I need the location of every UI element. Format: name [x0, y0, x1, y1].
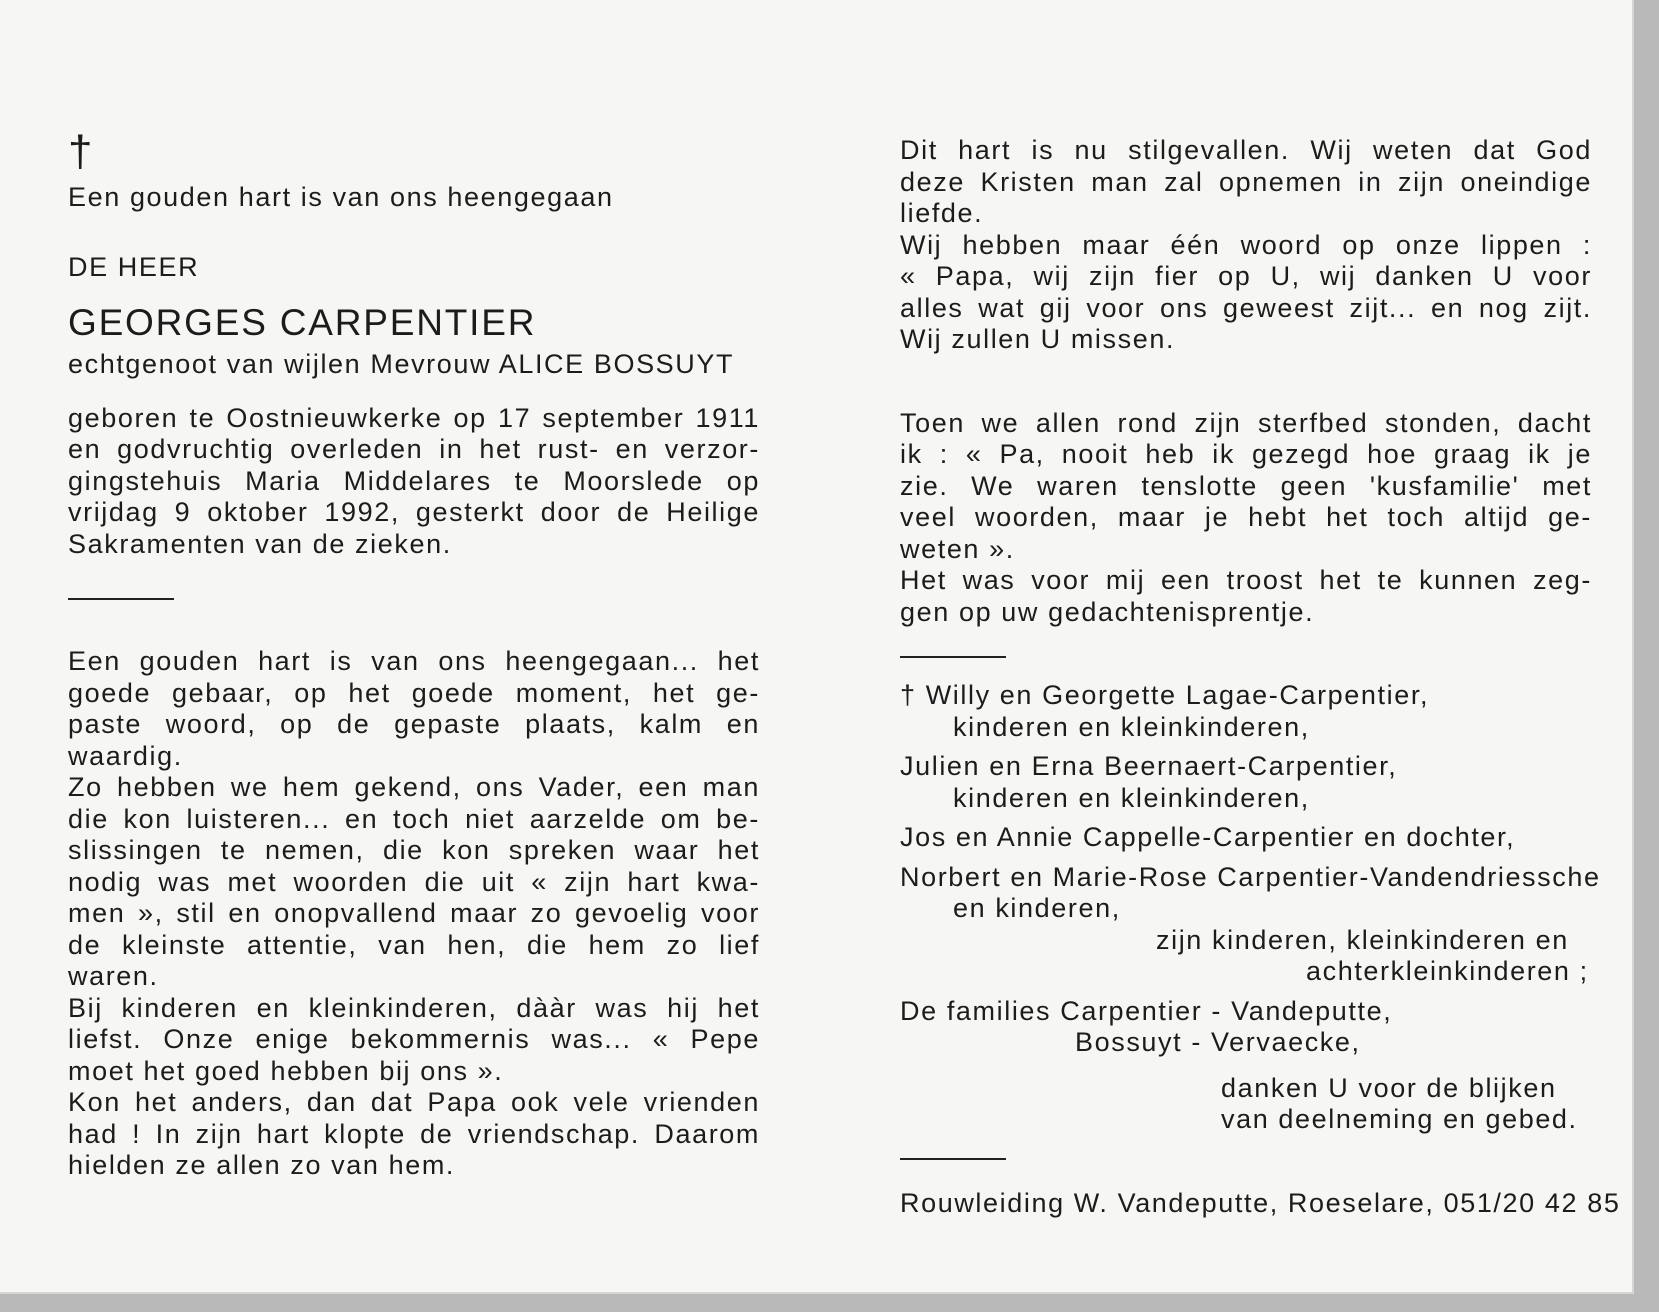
text-line: paste woord, op de gepaste plaats, kalm en [68, 709, 760, 739]
text-line: liefst. Onze enige bekommernis was... « Pepe [68, 1024, 760, 1054]
text-line: hielden ze allen zo van hem. [68, 1150, 456, 1180]
thanks-line: van deelneming en gebed. [1221, 1104, 1578, 1134]
text-line: waardig. [68, 740, 183, 771]
bio-line: vrijdag 9 oktober 1992, gesterkt door de Heilige [68, 497, 760, 527]
bio-line: geboren te Oostnieuwkerke op 17 september 1911 [68, 402, 760, 433]
family-line: zijn kinderen, kleinkinderen en [1156, 924, 1569, 955]
text-line: Een gouden hart is van ons heengegaan... het [68, 646, 760, 676]
family-line: Norbert en Marie-Rose Carpentier-Vandendriessche [900, 861, 1601, 892]
text-line: gen op uw gedachtenisprentje. [900, 596, 1315, 627]
bio-line: gingstehuis Maria Middelares te Moorslede op [68, 465, 760, 496]
text-line: Wij hebben maar één woord op onze lippen : [900, 229, 1592, 260]
funeral-home-footer: Rouwleiding W. Vandeputte, Roeselare, 051/20 42 85 [900, 1187, 1621, 1218]
family-line: Julien en Erna Beernaert-Carpentier, [900, 751, 1398, 781]
text-line: had ! In zijn hart klopte de vriendschap. Daarom [68, 1118, 760, 1149]
family-line: De families Carpentier - Vandeputte, [900, 995, 1393, 1026]
bio-block [68, 403, 760, 561]
divider [900, 656, 1006, 658]
text-line: moet het goed hebben bij ons ». [68, 1055, 504, 1086]
text-line: Het was voor mij een troost het te kunnen zeg- [900, 565, 1592, 595]
text-line: Wij zullen U missen. [900, 324, 1176, 354]
text-line: Zo hebben we hem gekend, ons Vader, een man [68, 772, 760, 802]
text-line: Dit hart is nu stilgevallen. Wij weten dat God [900, 135, 1592, 165]
family-line: kinderen en kleinkinderen, [953, 782, 1310, 813]
right-column [900, 135, 1621, 1219]
text-line: Toen we allen rond zijn sterfbed stonden, dacht [900, 407, 1592, 438]
family-line: Jos en Annie Cappelle-Carpentier en dochter, [900, 822, 1516, 852]
bio-line: en godvruchtig overleden in het rust- en verzor- [68, 434, 760, 464]
cross-icon: † [68, 127, 93, 176]
divider [900, 1158, 1006, 1160]
text-line: nodig was met woorden die uit « zijn hart kwa- [68, 866, 760, 897]
text-line: alles wat gij voor ons geweest zijt... en nog zijt. [900, 292, 1592, 323]
text-line: men », stil en onopvallend maar zo gevoelig voor [68, 898, 760, 928]
paragraph-2 [900, 408, 1592, 629]
family-line: achterkleinkinderen ; [1306, 956, 1589, 986]
text-line: weten ». [900, 533, 1015, 564]
text-line: « Papa, wij zijn fier op U, wij danken U voor [900, 261, 1592, 291]
deceased-name: GEORGES CARPENTIER [68, 302, 537, 343]
text-line: Bij kinderen en kleinkinderen, dààr was hij het [68, 992, 760, 1023]
bio-line: Sakramenten van de zieken. [68, 528, 452, 559]
spouse-line: echtgenoot van wijlen Mevrouw ALICE BOSSUYT [68, 349, 735, 379]
text-line: ik : « Pa, nooit heb ik gezegd hoe graag ik je [900, 439, 1592, 469]
title-line: DE HEER [68, 251, 200, 282]
family-line: † Willy en Georgette Lagae-Carpentier, [900, 680, 1430, 710]
text-line: deze Kristen man zal opnemen in zijn oneindige [900, 166, 1592, 197]
text-line: goede gebaar, op het goede moment, het ge- [68, 677, 760, 708]
family-list [900, 680, 1601, 1136]
text-line: slissingen te nemen, die kon spreken waar het [68, 835, 760, 865]
text-line: de kleinste attentie, van hen, die hem zo lief [68, 929, 760, 960]
text-line: veel woorden, maar je hebt het toch altijd ge- [900, 502, 1592, 532]
family-line: en kinderen, [953, 893, 1121, 923]
text-line: die kon luisteren... en toch niet aarzelde om be- [68, 803, 760, 834]
thanks-line: danken U voor de blijken [1221, 1072, 1557, 1103]
text-line: liefde. [900, 198, 984, 228]
text-line: zie. We waren tenslotte geen 'kusfamilie' met [900, 470, 1592, 501]
intro-line: Een gouden hart is van ons heengegaan [68, 182, 614, 212]
text-line: Kon het anders, dan dat Papa ook vele vrienden [68, 1087, 760, 1117]
text-line: waren. [68, 961, 159, 991]
family-line: Bossuyt - Vervaecke, [1075, 1027, 1361, 1057]
left-column [68, 127, 760, 1182]
paragraph-1 [900, 135, 1592, 356]
tribute-text [68, 646, 760, 1182]
family-line: kinderen en kleinkinderen, [953, 711, 1310, 742]
divider [68, 598, 174, 600]
